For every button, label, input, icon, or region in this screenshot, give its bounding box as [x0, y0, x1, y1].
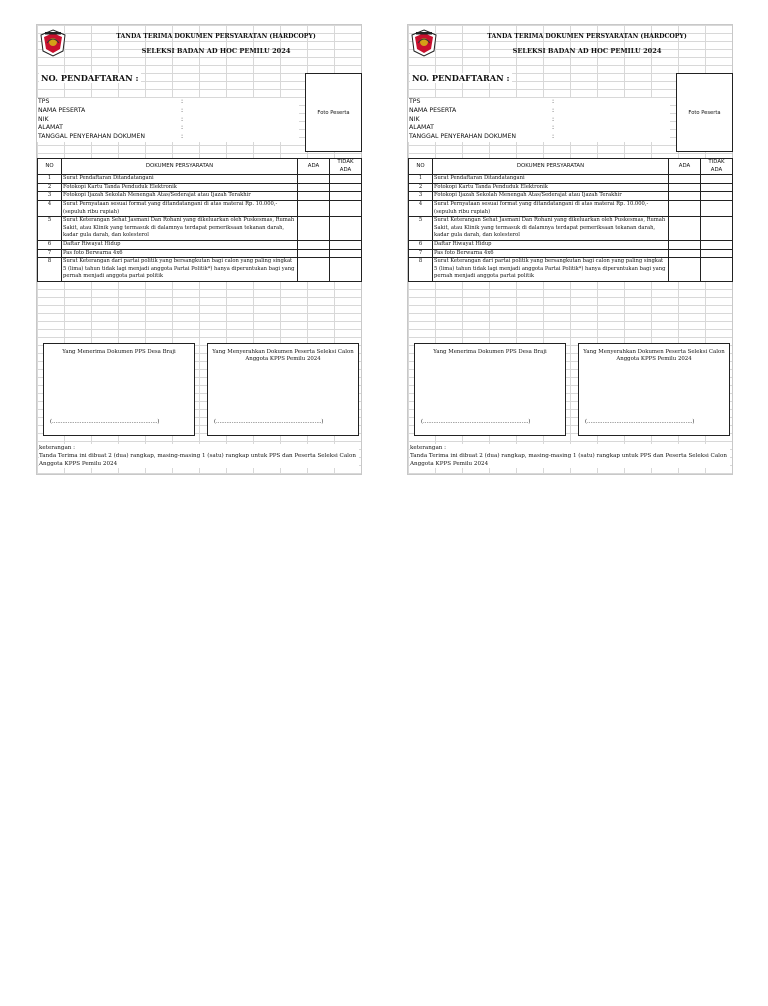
field-label: TANGGAL PENYERAHAN DOKUMEN — [409, 133, 517, 141]
row-number: 2 — [409, 183, 433, 192]
receiver-signature-box — [43, 343, 195, 436]
table-row — [38, 240, 362, 249]
receiver-signature-line: (…………………………………………………….) — [50, 419, 160, 425]
ada-cell[interactable] — [298, 258, 330, 282]
kpu-logo — [410, 29, 438, 57]
row-document: Surat Keterangan Sehat Jasmani Dan Rohani yang dikeluarkan oleh Puskesmas, Rumah Sakit, atau Klinik yang termasuk di dalamnya terdapat pemeriksaan tekanan darah, kadar gula darah, dan kolesterol — [62, 217, 298, 241]
field-row-nama — [408, 107, 670, 116]
row-number: 6 — [38, 240, 62, 249]
field-colon: : — [552, 133, 555, 141]
document-checklist-table — [408, 158, 733, 282]
field-colon: : — [181, 98, 184, 105]
participant-fields — [37, 98, 299, 142]
header-no: NO — [409, 159, 433, 175]
table-header — [38, 159, 362, 175]
row-number: 4 — [38, 200, 62, 216]
tidak-ada-cell[interactable] — [330, 240, 362, 249]
field-colon: : — [552, 98, 555, 105]
tidak-ada-cell[interactable] — [330, 183, 362, 192]
notes-text: Tanda Terima ini dibuat 2 (dua) rangkap, masing-masing 1 (satu) rangkap untuk PPS dan Peserta Seleksi Calon Anggota KPPS Pemilu 2024 — [39, 453, 356, 467]
field-label: ALAMAT — [38, 124, 63, 132]
registration-number-label: NO. PENDAFTARAN : — [412, 73, 510, 83]
row-document: Fotokopi Kartu Tanda Penduduk Elektronik — [62, 183, 298, 192]
row-number: 3 — [409, 192, 433, 201]
row-number: 5 — [409, 217, 433, 241]
registration-number-label: NO. PENDAFTARAN : — [41, 73, 139, 83]
tidak-ada-cell[interactable] — [330, 200, 362, 216]
field-row-nama — [37, 107, 299, 116]
photo-label: Foto Peserta — [688, 109, 721, 116]
ada-cell[interactable] — [298, 183, 330, 192]
row-document: Daftar Riwayat Hidup — [62, 240, 298, 249]
header-tidak-ada: TIDAK ADA — [701, 159, 733, 175]
table-row — [409, 183, 733, 192]
row-number: 5 — [38, 217, 62, 241]
ada-cell[interactable] — [669, 240, 701, 249]
receiver-title: Yang Menerima Dokumen PPS Desa Braji — [433, 349, 547, 355]
participant-fields — [408, 98, 670, 142]
field-colon: : — [181, 106, 184, 114]
row-document: Surat Pernyataan sesuai format yang ditandatangani di atas materai Rp. 10.000,- (sepuluh ribu rupiah) — [62, 200, 298, 216]
notes-section — [39, 444, 359, 468]
tidak-ada-cell[interactable] — [701, 183, 733, 192]
form-title-line2: SELEKSI BADAN AD HOC PEMILU 2024 — [512, 47, 662, 55]
field-row-tps — [37, 98, 299, 107]
tidak-ada-cell[interactable] — [701, 175, 733, 184]
table-row — [409, 217, 733, 241]
row-number: 8 — [409, 258, 433, 282]
submitter-signature-box — [207, 343, 359, 436]
table-row — [409, 200, 733, 216]
table-row — [38, 175, 362, 184]
ada-cell[interactable] — [669, 200, 701, 216]
header-ada: ADA — [669, 159, 701, 175]
tidak-ada-cell[interactable] — [330, 175, 362, 184]
row-number: 1 — [38, 175, 62, 184]
tidak-ada-cell[interactable] — [701, 192, 733, 201]
table-row — [38, 192, 362, 201]
field-row-alamat — [37, 124, 299, 133]
document-checklist-table — [37, 158, 362, 282]
ada-cell[interactable] — [669, 183, 701, 192]
submitter-signature-box — [578, 343, 730, 436]
tidak-ada-cell[interactable] — [701, 258, 733, 282]
table-row — [409, 258, 733, 282]
ada-cell[interactable] — [669, 192, 701, 201]
table-row — [38, 258, 362, 282]
header-document: DOKUMEN PERSYARATAN — [433, 159, 669, 175]
header-document: DOKUMEN PERSYARATAN — [62, 159, 298, 175]
row-document: Daftar Riwayat Hidup — [433, 240, 669, 249]
submitter-signature-line: (…………………………………………………….) — [585, 419, 695, 425]
receiver-signature-line: (…………………………………………………….) — [421, 419, 531, 425]
row-document: Surat Keterangan dari partai politik yang bersangkutan bagi calon yang paling singkat 5 (lima) tahun tidak lagi menjadi anggota Partai Politik*) hanya diperuntukan bagi yang pernah menjadi anggota partai politik — [62, 258, 298, 282]
field-label: TPS — [38, 98, 50, 105]
field-label: TANGGAL PENYERAHAN DOKUMEN — [38, 133, 146, 141]
table-row — [38, 183, 362, 192]
field-colon: : — [181, 124, 184, 132]
row-document: Surat Pernyataan sesuai format yang ditandatangani di atas materai Rp. 10.000,- (sepuluh ribu rupiah) — [433, 200, 669, 216]
field-row-tanggal — [37, 133, 299, 142]
ada-cell[interactable] — [298, 249, 330, 258]
ada-cell[interactable] — [669, 258, 701, 282]
header-ada: ADA — [298, 159, 330, 175]
row-number: 4 — [409, 200, 433, 216]
row-document: Pas foto Berwarna 4x6 — [62, 249, 298, 258]
row-number: 2 — [38, 183, 62, 192]
field-colon: : — [181, 115, 184, 123]
row-document: Surat Keterangan Sehat Jasmani Dan Rohani yang dikeluarkan oleh Puskesmas, Rumah Sakit, atau Klinik yang termasuk di dalamnya terdapat pemeriksaan tekanan darah, kadar gula darah, dan kolesterol — [433, 217, 669, 241]
field-colon: : — [181, 133, 184, 141]
row-document: Fotokopi Ijazah Sekolah Menengah Atas/Sederajat atau Ijazah Terakhir — [62, 192, 298, 201]
field-label: NAMA PESERTA — [409, 106, 457, 114]
row-number: 8 — [38, 258, 62, 282]
ada-cell[interactable] — [298, 217, 330, 241]
tidak-ada-cell[interactable] — [701, 217, 733, 241]
field-row-tanggal — [408, 133, 670, 142]
row-document: Surat Pendaftaran Ditandatangani — [433, 175, 669, 184]
table-row — [409, 192, 733, 201]
field-row-tps — [408, 98, 670, 107]
row-document: Fotokopi Ijazah Sekolah Menengah Atas/Sederajat atau Ijazah Terakhir — [433, 192, 669, 201]
notes-text: Tanda Terima ini dibuat 2 (dua) rangkap, masing-masing 1 (satu) rangkap untuk PPS dan Peserta Seleksi Calon Anggota KPPS Pemilu 2024 — [410, 453, 727, 467]
row-number: 1 — [409, 175, 433, 184]
ada-cell[interactable] — [669, 175, 701, 184]
table-row — [409, 175, 733, 184]
row-number: 3 — [38, 192, 62, 201]
field-colon: : — [552, 106, 555, 114]
ada-cell[interactable] — [298, 200, 330, 216]
notes-section — [410, 444, 730, 468]
header-tidak-ada: TIDAK ADA — [330, 159, 362, 175]
tidak-ada-cell[interactable] — [701, 200, 733, 216]
tidak-ada-cell[interactable] — [330, 217, 362, 241]
photo-label: Foto Peserta — [317, 109, 350, 116]
submitter-signature-line: (…………………………………………………….) — [214, 419, 324, 425]
tidak-ada-cell[interactable] — [701, 249, 733, 258]
form-title-line1: TANDA TERIMA DOKUMEN PERSYARATAN (HARDCOPY) — [487, 33, 687, 40]
table-row — [409, 240, 733, 249]
receiver-title: Yang Menerima Dokumen PPS Desa Braji — [62, 349, 176, 355]
row-document: Surat Pendaftaran Ditandatangani — [62, 175, 298, 184]
field-label: ALAMAT — [409, 124, 434, 132]
row-number: 7 — [409, 249, 433, 258]
field-label: TPS — [409, 98, 421, 105]
receipt-form-left — [36, 24, 362, 475]
tidak-ada-cell[interactable] — [330, 192, 362, 201]
ada-cell[interactable] — [298, 240, 330, 249]
row-number: 7 — [38, 249, 62, 258]
receiver-signature-box — [414, 343, 566, 436]
ada-cell[interactable] — [669, 217, 701, 241]
row-document: Fotokopi Kartu Tanda Penduduk Elektronik — [433, 183, 669, 192]
field-colon: : — [552, 124, 555, 132]
table-row — [409, 249, 733, 258]
tidak-ada-cell[interactable] — [330, 258, 362, 282]
ada-cell[interactable] — [298, 175, 330, 184]
photo-box — [676, 73, 733, 152]
table-row — [38, 200, 362, 216]
field-label: NIK — [38, 115, 49, 123]
table-row — [38, 217, 362, 241]
receipt-form-right — [407, 24, 733, 475]
form-title-line2: SELEKSI BADAN AD HOC PEMILU 2024 — [141, 47, 291, 55]
tidak-ada-cell[interactable] — [330, 249, 362, 258]
row-document: Surat Keterangan dari partai politik yang bersangkutan bagi calon yang paling singkat 5 (lima) tahun tidak lagi menjadi anggota Partai Politik*) hanya diperuntukan bagi yang pernah menjadi anggota partai politik — [433, 258, 669, 282]
field-row-alamat — [408, 124, 670, 133]
ada-cell[interactable] — [669, 249, 701, 258]
notes-label: keterangan : — [39, 445, 76, 451]
field-colon: : — [552, 115, 555, 123]
table-header — [409, 159, 733, 175]
kpu-logo — [39, 29, 67, 57]
ada-cell[interactable] — [298, 192, 330, 201]
form-title-line1: TANDA TERIMA DOKUMEN PERSYARATAN (HARDCOPY) — [116, 33, 316, 40]
table-row — [38, 249, 362, 258]
field-label: NAMA PESERTA — [38, 106, 86, 114]
row-number: 6 — [409, 240, 433, 249]
notes-label: keterangan : — [410, 445, 447, 451]
field-row-nik — [37, 116, 299, 125]
submitter-title: Yang Menyerahkan Dokumen Peserta Seleksi Calon Anggota KPPS Pemilu 2024 — [212, 349, 354, 363]
tidak-ada-cell[interactable] — [701, 240, 733, 249]
submitter-title: Yang Menyerahkan Dokumen Peserta Seleksi Calon Anggota KPPS Pemilu 2024 — [583, 349, 725, 363]
field-label: NIK — [409, 115, 420, 123]
row-document: Pas foto Berwarna 4x6 — [433, 249, 669, 258]
header-no: NO — [38, 159, 62, 175]
photo-box — [305, 73, 362, 152]
field-row-nik — [408, 116, 670, 125]
